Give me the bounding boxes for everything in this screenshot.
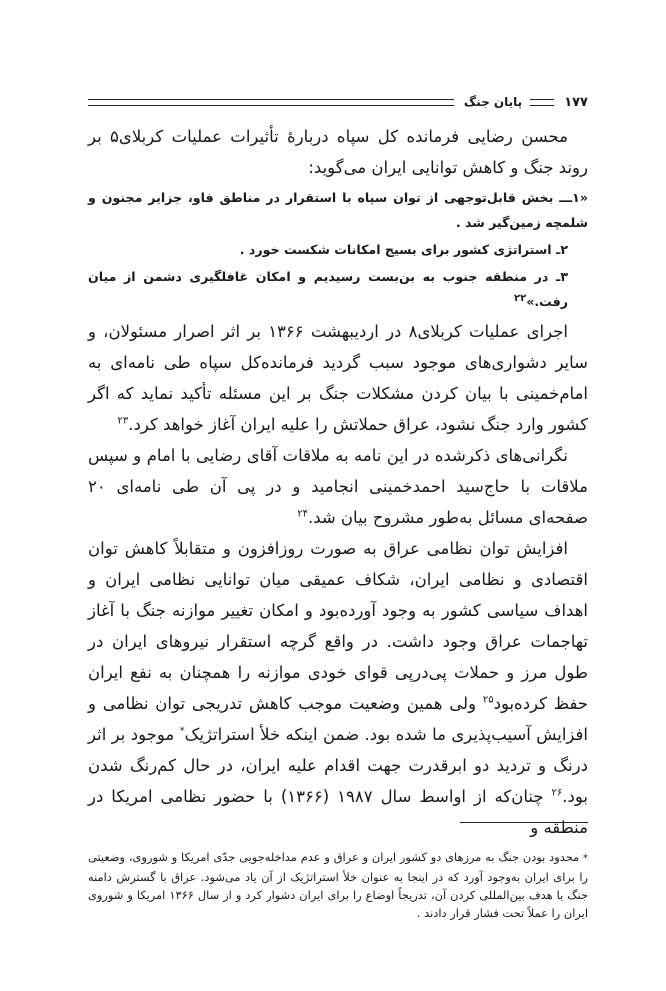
running-title: پایان جنگ [463, 95, 523, 109]
paragraph-3-text-d: چنان‌که از اواسط سال ۱۹۸۷ (۱۳۶۶) با حضور نظامی امریکا در منطقه و [88, 787, 588, 837]
footnote-star-ref: * [179, 725, 185, 737]
footnote [88, 848, 588, 922]
endnote-ref-25: ۲۵ [482, 694, 494, 706]
paragraph-3-text-b: ولی همین وضعیت موجب کاهش تدریجی توان نظامی و افزایش آسیب‌پذیری ما شده بود. ضمن اینکه خلأ استراتژیک [88, 694, 588, 744]
running-header [88, 90, 588, 114]
header-rule-short [530, 99, 554, 106]
quote-item-3 [88, 264, 588, 314]
footnote-separator [460, 822, 588, 823]
header-rule-long [88, 99, 454, 106]
quote-item-3-text: ۳ـ در منطقه جنوب به بن‌بست رسیدیم و امکان غافلگیری دشمن از میان رفت.» [88, 269, 568, 309]
footnote-text: محدود بودن جنگ به مرزهای دو کشور ایران و عراق و عدم مداخله‌جویی جدّی امریکا و شوروی، وضعیتی را برای ایران به‌وجود آورد که در اینجا به عنوان خلأ استراتژیک از آن یاد می‌شود. عراق با گسترش دامنه جنگ با هدف بین‌المللی کردن آن، تدریجاً اوضاع را برای ایران دشوار کرد و از سال ۱۳۶۶ امریکا و شوروی ایران را عملاً تحت فشار قرار دادند . [88, 850, 588, 920]
endnote-ref-26: ۲۶ [551, 787, 563, 799]
paragraph-1 [88, 316, 588, 440]
quote-item-1: «۱ـــ بخش قابل‌توجهی از توان سپاه با استقرار در مناطق فاو، جزایر مجنون و شلمچه زمین‌گیر شد . [88, 190, 588, 230]
endnote-ref-22: ۲۲ [514, 292, 527, 304]
paragraph-2 [88, 440, 588, 533]
endnote-ref-24: ۲۴ [297, 508, 308, 520]
paragraph-3-text-a: افزایش توان نظامی عراق به صورت روزافزون و متقابلاً کاهش توان اقتصادی و نظامی ایران، شکاف عمیقی میان توانایی نظامی ایران و اهداف سیاسی کشور به وجود آورده‌بود و امکان تغییر موازنه جنگ با آغاز تهاجمات عراق وجود داشت. در واقع گرچه استقرار نیروهای ایران در طول مرز و حملات پی‌درپی قوای خودی موازنه را همچنان به نفع ایران حفظ کرده‌بود [88, 539, 589, 713]
main-text [88, 121, 588, 843]
page-number: ۱۷۷ [564, 94, 588, 110]
paragraph-3-text-c: موجود بر اثر درنگ و تردید دو ابرقدرت جهت اقدام علیه ایران، در حال کم‌رنگ شدن بود. [88, 725, 588, 806]
intro-paragraph: محسن رضایی فرمانده کل سپاه دربارهٔ تأثیرات عملیات کربلای۵ بر روند جنگ و کاهش توانایی ایران می‌گوید: [88, 127, 588, 177]
paragraph-3 [88, 533, 588, 843]
footnote-marker: * [583, 853, 589, 864]
paragraph-1-text: اجرای عملیات کربلای۸ در اردیبهشت ۱۳۶۶ بر اثر اصرار مسئولان، و سایر دشواری‌های موجود سبب گردید فرمانده‌کل سپاه طی نامه‌ای به امام‌خمینی با بیان کردن مشکلات جنگ بر این مسئله تأکید نماید که اگر کشور وارد جنگ نشود، عراق حملاتش را علیه ایران آغاز خواهد کرد. [88, 322, 588, 434]
endnote-ref-23: ۲۳ [117, 415, 129, 427]
quote-item-2: ۲ـ استراتژی کشور برای بسیج امکانات شکست خورد . [239, 242, 568, 257]
paragraph-2-text: نگرانی‌های ذکرشده در این نامه به ملاقات آقای رضایی با امام و سپس ملاقات با حاج‌سید احمدخمینی انجامید و در پی آن طی نامه‌ای ۲۰ صفحه‌ای مسائل به‌طور مشروح بیان شد. [88, 446, 588, 527]
